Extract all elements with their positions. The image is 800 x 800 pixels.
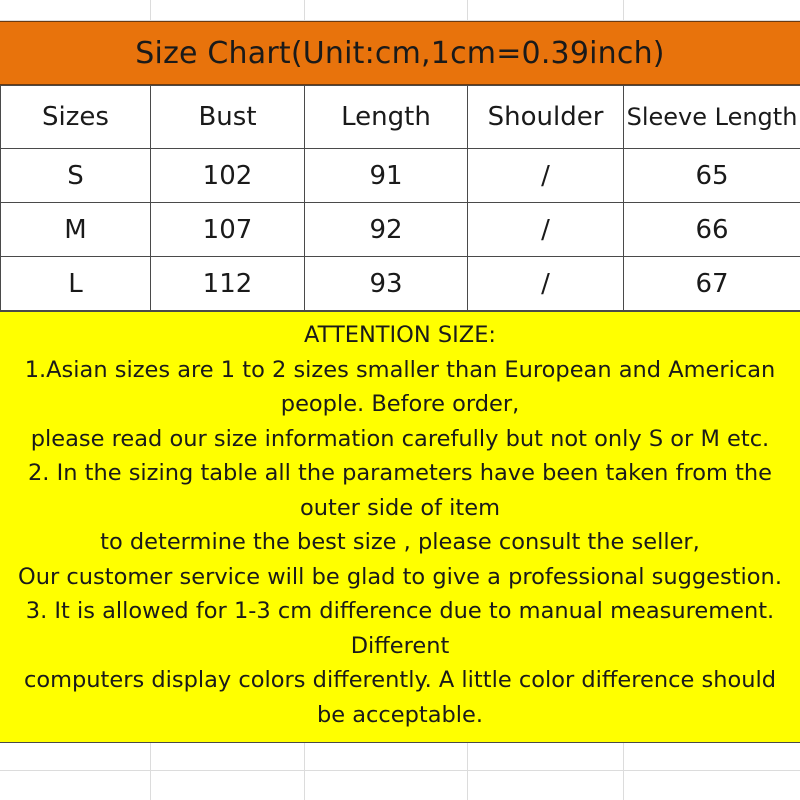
notice-line: outer side of item (299, 494, 501, 521)
notice-line: 3. It is allowed for 1-3 cm difference due to manual measurement. (25, 598, 775, 624)
size-chart-title-bar (0, 21, 800, 85)
cell-size: M (1, 203, 151, 257)
table-row (1, 149, 800, 203)
table-row (1, 257, 800, 311)
notice-line: please read our size information carefully but not only S or M etc. (30, 425, 770, 452)
notice-line: people. Before order, (280, 391, 520, 417)
cell-sleeve-length: 66 (624, 203, 800, 257)
notice-heading: ATTENTION SIZE: (304, 322, 496, 348)
size-chart-title: Size Chart(Unit:cm,1cm=0.39inch) (135, 35, 665, 71)
cell-shoulder: / (468, 149, 624, 203)
notice-line: computers display colors differently. A little color difference should (23, 667, 777, 693)
notice-line: Our customer service will be glad to give a professional suggestion. (18, 563, 782, 590)
cell-size: L (1, 257, 151, 311)
notice-line: 2. In the sizing table all the parameters have been taken from the (27, 460, 773, 486)
cell-sleeve-length: 67 (624, 257, 800, 311)
cell-sleeve-length: 65 (624, 149, 800, 203)
notice-line: be acceptable. (316, 701, 484, 728)
size-table (0, 85, 800, 311)
cell-size: S (1, 149, 151, 203)
cell-shoulder: / (468, 257, 624, 311)
cell-length: 91 (305, 149, 468, 203)
header-sleeve-length: Sleeve Length (624, 86, 800, 149)
header-bust: Bust (151, 86, 305, 149)
cell-length: 93 (305, 257, 468, 311)
cell-bust: 107 (151, 203, 305, 257)
cell-shoulder: / (468, 203, 624, 257)
header-length: Length (305, 86, 468, 149)
cell-bust: 112 (151, 257, 305, 311)
notice-line: 1.Asian sizes are 1 to 2 sizes smaller than European and American (24, 356, 776, 383)
table-row (1, 203, 800, 257)
cell-bust: 102 (151, 149, 305, 203)
cell-length: 92 (305, 203, 468, 257)
header-sizes: Sizes (1, 86, 151, 149)
notice-line: to determine the best size , please consult the seller, (100, 529, 700, 555)
table-header-row (1, 86, 800, 149)
notice-line: Different (350, 632, 450, 659)
header-shoulder: Shoulder (468, 86, 624, 149)
attention-notice (0, 311, 800, 743)
